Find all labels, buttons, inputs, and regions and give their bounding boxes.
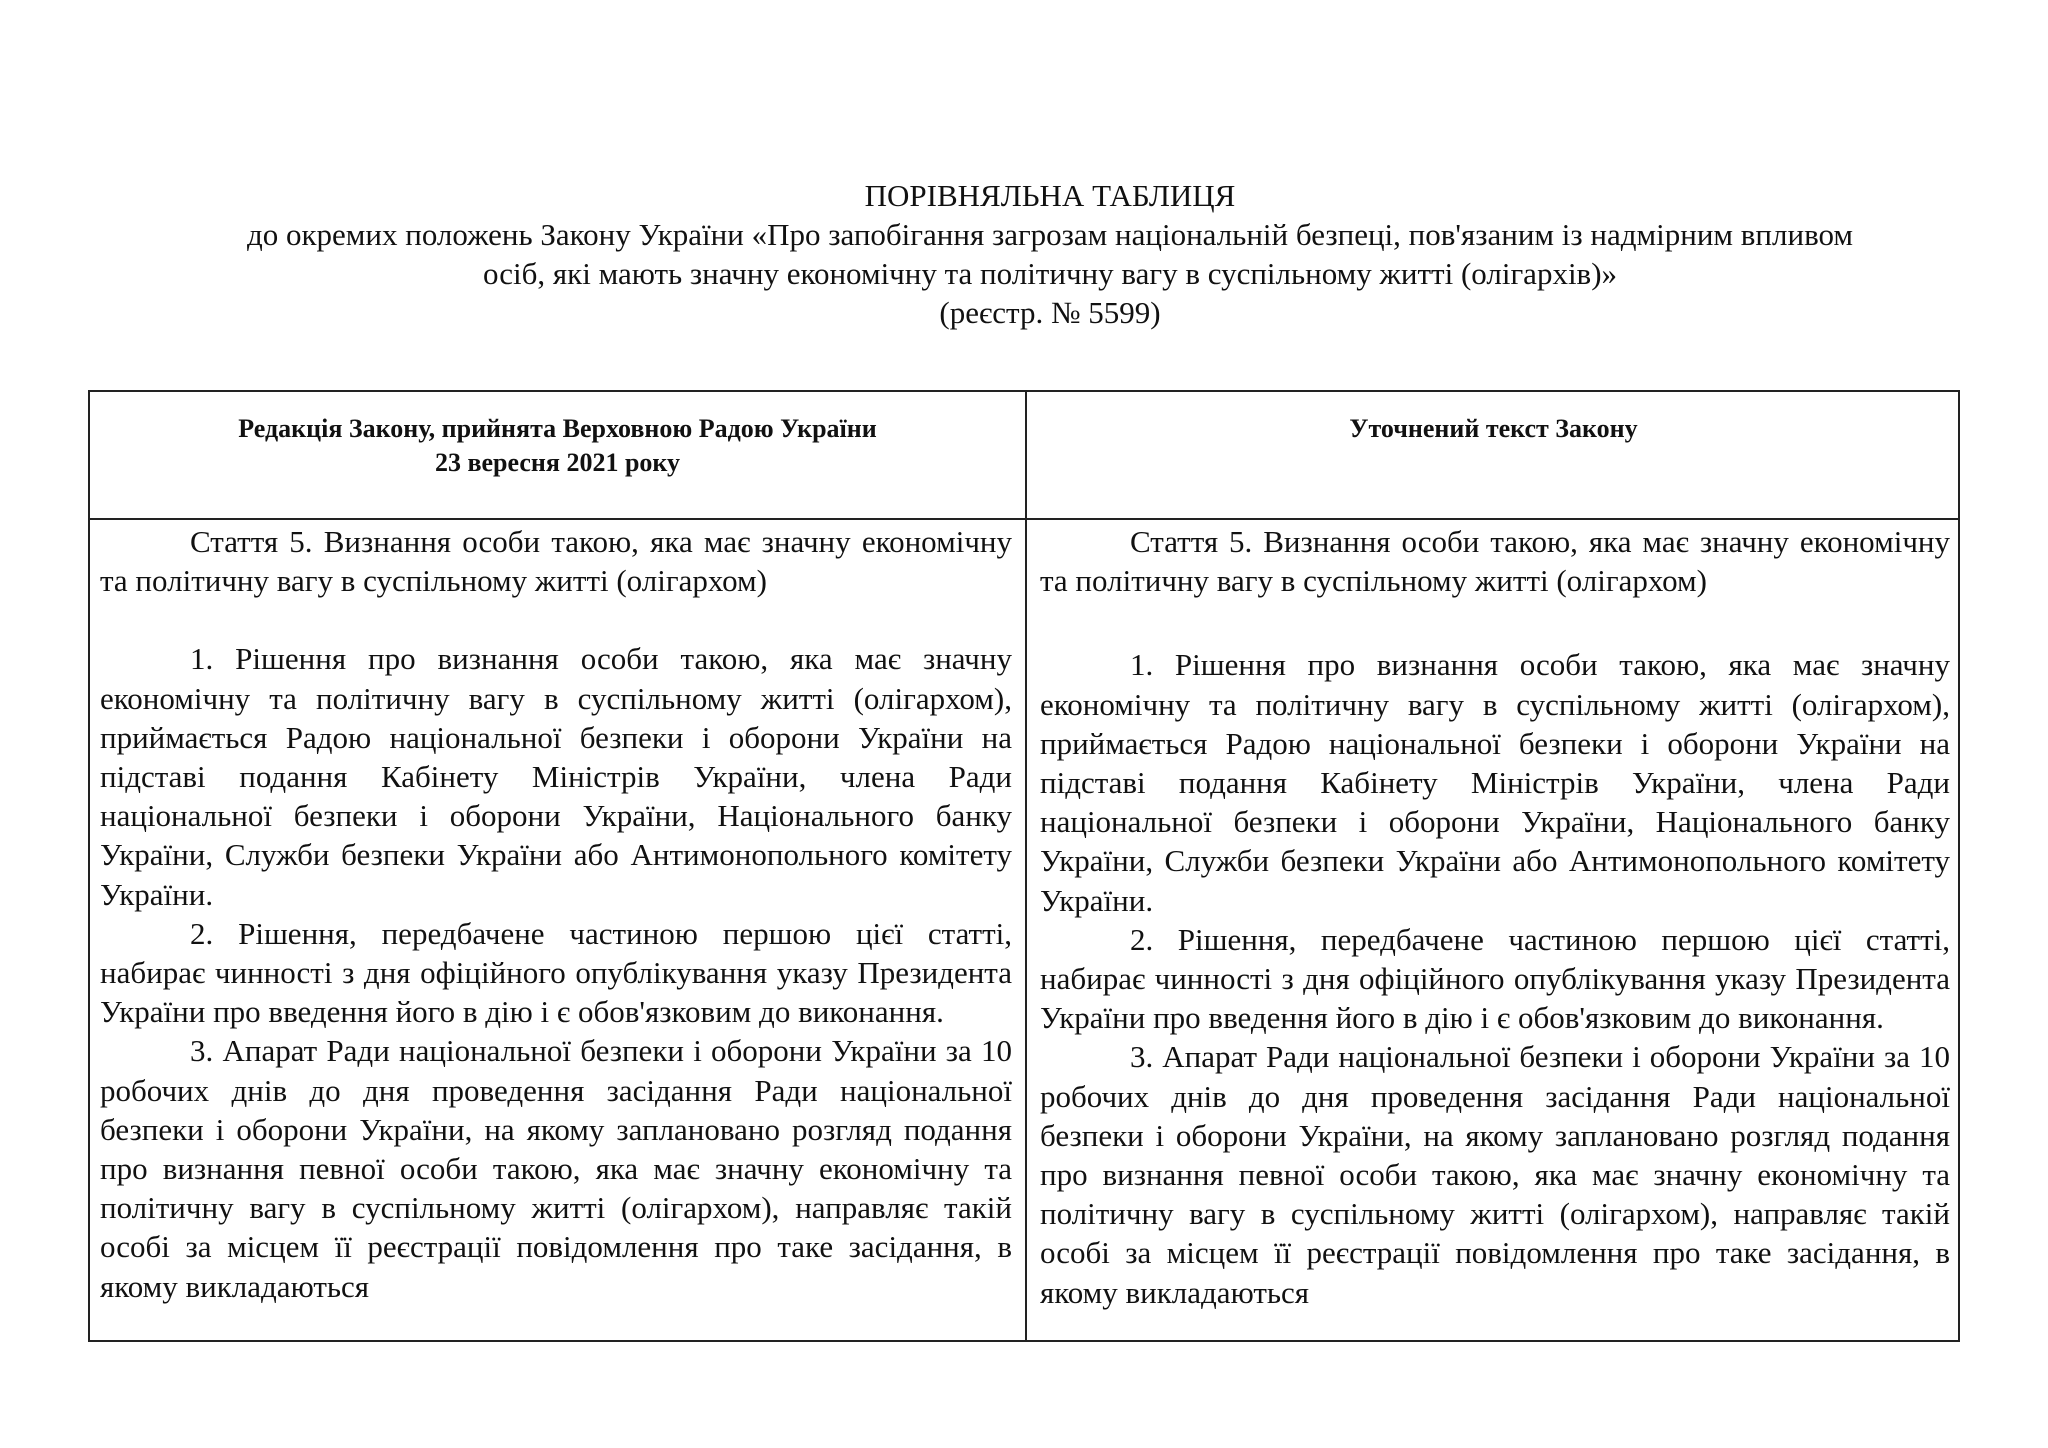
column-heading-clarified <box>1027 412 1960 446</box>
column-heading-clarified-line-1: Уточнений текст Закону <box>1349 414 1638 443</box>
article-5-heading-left: Стаття 5. Визнання особи такою, яка має значну економічну та політичну вагу в суспільному житті (олігархом) <box>100 524 1012 599</box>
article-5-part-2-left: 2. Рішення, передбачене частиною першою цієї статті, набирає чинності з дня офіційного опублікування указу Президента України про введення його в дію і є обов'язковим до виконання. <box>100 915 1012 1030</box>
document-title: ПОРІВНЯЛЬНА ТАБЛИЦЯ <box>864 178 1236 213</box>
paragraph-spacer <box>1040 600 1950 645</box>
cell-clarified-text <box>1040 522 1950 1312</box>
column-heading-adopted-line-2: 23 вересня 2021 року <box>434 448 681 477</box>
paragraph-spacer <box>100 600 1012 639</box>
column-heading-adopted <box>90 412 1025 480</box>
article-5-part-1-right: 1. Рішення про визнання особи такою, яка має значну економічну та політичну вагу в суспільному житті (олігархом), приймається Радою національної безпеки і оборони України на підставі подання Кабінету Міністрів України, члена Ради національної безпеки і оборони України, Національного банку України, Служби безпеки України або Антимонопольного комітету України. <box>1040 647 1950 918</box>
column-divider <box>1025 392 1027 1340</box>
registration-number: (реєстр. № 5599) <box>939 295 1161 330</box>
comparison-table <box>88 390 1960 1342</box>
article-5-part-3-right: 3. Апарат Ради національної безпеки і оборони України за 10 робочих днів до дня проведення засідання Ради національної безпеки і оборони України, на якому заплановано розгляд подання про визнання певної особи такою, яка має значну економічну та політичну вагу в суспільному житті (олігархом), направляє такій особі за місцем її реєстрації повідомлення про таке засідання, в якому викладаються <box>1040 1039 1950 1310</box>
article-5-part-2-right: 2. Рішення, передбачене частиною першою цієї статті, набирає чинності з дня офіційного опублікування указу Президента України про введення його в дію і є обов'язковим до виконання. <box>1040 921 1950 1036</box>
article-5-part-1-left: 1. Рішення про визнання особи такою, яка має значну економічну та політичну вагу в суспільному житті (олігархом), приймається Радою національної безпеки і оборони України на підставі подання Кабінету Міністрів України, члена Ради національної безпеки і оборони України, Національного банку України, Служби безпеки України або Антимонопольного комітету України. <box>100 641 1012 912</box>
article-5-heading-right: Стаття 5. Визнання особи такою, яка має значну економічну та політичну вагу в суспільному житті (олігархом) <box>1040 524 1950 599</box>
article-5-part-3-left: 3. Апарат Ради національної безпеки і оборони України за 10 робочих днів до дня проведення засідання Ради національної безпеки і оборони України, на якому заплановано розгляд подання про визнання певної особи такою, яка має значну економічну та політичну вагу в суспільному житті (олігархом), направляє такій особі за місцем її реєстрації повідомлення про таке засідання, в якому викладаються <box>100 1033 1012 1304</box>
column-heading-adopted-line-1: Редакція Закону, прийнята Верховною Радою України <box>238 414 877 443</box>
cell-adopted-text <box>100 522 1012 1306</box>
document-header <box>150 176 1950 332</box>
table-header-row <box>90 392 1958 520</box>
document-subtitle-line-2: осіб, які мають значну економічну та політичну вагу в суспільному житті (олігархів)» <box>482 256 1618 291</box>
document-subtitle-line-1: до окремих положень Закону України «Про запобігання загрозам національній безпеці, пов'язаним із надмірним впливом <box>246 217 1854 252</box>
